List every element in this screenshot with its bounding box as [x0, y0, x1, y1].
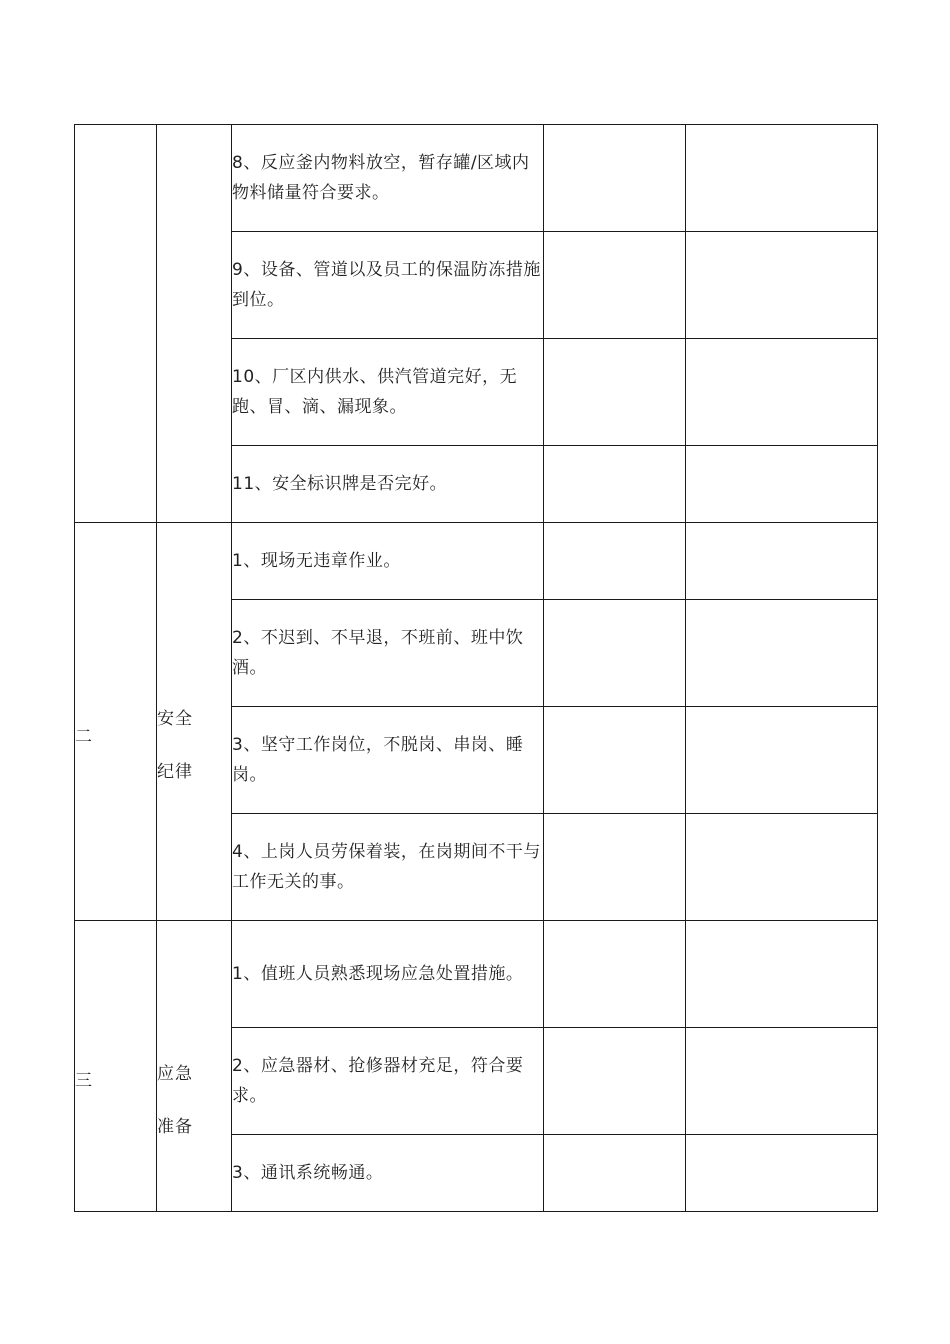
section-number-cell — [75, 125, 157, 523]
check-status-cell[interactable] — [544, 921, 686, 1028]
check-remark-cell[interactable] — [686, 232, 878, 339]
check-remark-cell[interactable] — [686, 446, 878, 523]
check-status-cell[interactable] — [544, 1135, 686, 1212]
check-item: 10、厂区内供水、供汽管道完好，无跑、冒、滴、漏现象。 — [232, 339, 544, 446]
check-status-cell[interactable] — [544, 232, 686, 339]
section-category-line: 纪律 — [157, 761, 193, 782]
check-item: 2、应急器材、抢修器材充足，符合要求。 — [232, 1028, 544, 1135]
check-remark-cell[interactable] — [686, 523, 878, 600]
check-status-cell[interactable] — [544, 446, 686, 523]
check-status-cell[interactable] — [544, 707, 686, 814]
section-category-line: 应急 — [157, 1064, 193, 1084]
check-remark-cell[interactable] — [686, 814, 878, 921]
section-category-line: 安全 — [157, 708, 193, 729]
check-item: 1、现场无违章作业。 — [232, 523, 544, 600]
section-category-cell — [157, 523, 232, 921]
check-item: 2、不迟到、不早退，不班前、班中饮酒。 — [232, 600, 544, 707]
section-category-cell — [157, 921, 232, 1212]
check-item: 3、通讯系统畅通。 — [232, 1135, 544, 1212]
table-row — [75, 523, 878, 600]
check-remark-cell[interactable] — [686, 125, 878, 232]
section-number: 二 — [75, 726, 92, 747]
table-row — [75, 125, 878, 232]
check-status-cell[interactable] — [544, 1028, 686, 1135]
section-number: 三 — [75, 1071, 92, 1091]
check-status-cell[interactable] — [544, 339, 686, 446]
check-item: 3、坚守工作岗位，不脱岗、串岗、睡岗。 — [232, 707, 544, 814]
check-item: 8、反应釜内物料放空，暂存罐/区域内物料储量符合要求。 — [232, 125, 544, 232]
check-item: 1、值班人员熟悉现场应急处置措施。 — [232, 921, 544, 1028]
section-number-cell — [75, 523, 157, 921]
check-remark-cell[interactable] — [686, 1135, 878, 1212]
check-remark-cell[interactable] — [686, 921, 878, 1028]
check-remark-cell[interactable] — [686, 1028, 878, 1135]
table-row — [75, 921, 878, 1028]
section-category-cell — [157, 125, 232, 523]
check-remark-cell[interactable] — [686, 600, 878, 707]
check-status-cell[interactable] — [544, 814, 686, 921]
check-status-cell[interactable] — [544, 523, 686, 600]
check-status-cell[interactable] — [544, 125, 686, 232]
check-remark-cell[interactable] — [686, 339, 878, 446]
inspection-checklist-table — [74, 124, 878, 1212]
check-item: 4、上岗人员劳保着装，在岗期间不干与工作无关的事。 — [232, 814, 544, 921]
check-status-cell[interactable] — [544, 600, 686, 707]
check-item: 9、设备、管道以及员工的保温防冻措施到位。 — [232, 232, 544, 339]
check-remark-cell[interactable] — [686, 707, 878, 814]
section-number-cell — [75, 921, 157, 1212]
section-category-line: 准备 — [157, 1117, 193, 1137]
check-item: 11、安全标识牌是否完好。 — [232, 446, 544, 523]
